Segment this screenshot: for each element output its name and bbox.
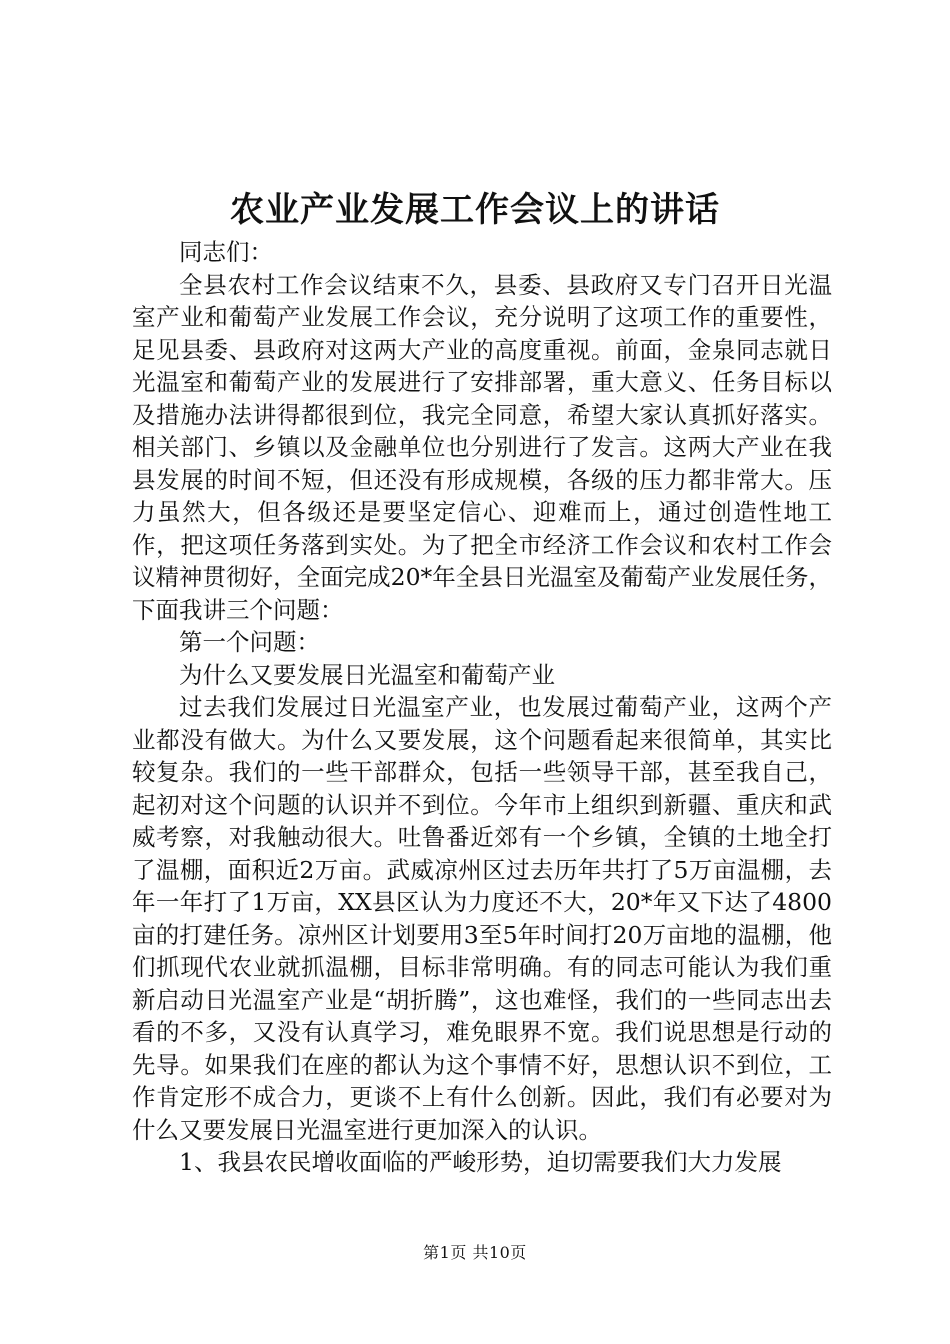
salutation: 同志们： <box>179 238 273 266</box>
page-number-footer: 第1页 共10页 <box>423 1243 527 1262</box>
section-subtitle: 为什么又要发展日光温室和葡萄产业 <box>179 660 555 689</box>
document-body <box>132 236 832 1179</box>
section-heading: 第一个问题： <box>179 628 320 656</box>
document-title: 农业产业发展工作会议上的讲话 <box>230 190 720 230</box>
numbered-point: 1、我县农民增收面临的严峻形势，迫切需要我们大力发展 <box>179 1148 782 1176</box>
body-paragraph: 过去我们发展过日光温室产业，也发展过葡萄产业，这两个产业都没有做大。为什么又要发展，这个问题看起来很简单，其实比较复杂。我们的一些干部群众，包括一些领导干部，甚至我自己，起初对这个问题的认识并不到位。今年市上组织到新疆、重庆和武威考察，对我触动很大。吐鲁番近郊有一个乡镇，全镇的土地全打了温棚，面积近2万亩。武威凉州区过去历年共打了5万亩温棚，去年一年打了1万亩，XX县区认为力度还不大，20*年又下达了4800亩的打建任务。凉州区计划要用3至5年时间打20万亩地的温棚，他们抓现代农业就抓温棚，目标非常明确。有的同志可能认为我们重新启动日光温室产业是“胡折腾”，这也难怪，我们的一些同志出去看的不多，又没有认真学习，难免眼界不宽。我们说思想是行动的先导。如果我们在座的都认为这个事情不好，思想认识不到位，工作肯定形不成合力，更谈不上有什么创新。因此，我们有必要对为什么又要发展日光温室进行更加深入的认识。 <box>132 693 832 1144</box>
intro-paragraph: 全县农村工作会议结束不久，县委、县政府又专门召开日光温室产业和葡萄产业发展工作会议，充分说明了这项工作的重要性，足见县委、县政府对这两大产业的高度重视。前面，金泉同志就日光温室和葡萄产业的发展进行了安排部署，重大意义、任务目标以及措施办法讲得都很到位，我完全同意，希望大家认真抓好落实。相关部门、乡镇以及金融单位也分别进行了发言。这两大产业在我县发展的时间不短，但还没有形成规模，各级的压力都非常大。压力虽然大，但各级还是要坚定信心、迎难而上，通过创造性地工作，把这项任务落到实处。为了把全市经济工作会议和农村工作会议精神贯彻好，全面完成20*年全县日光温室及葡萄产业发展任务，下面我讲三个问题： <box>132 270 832 624</box>
